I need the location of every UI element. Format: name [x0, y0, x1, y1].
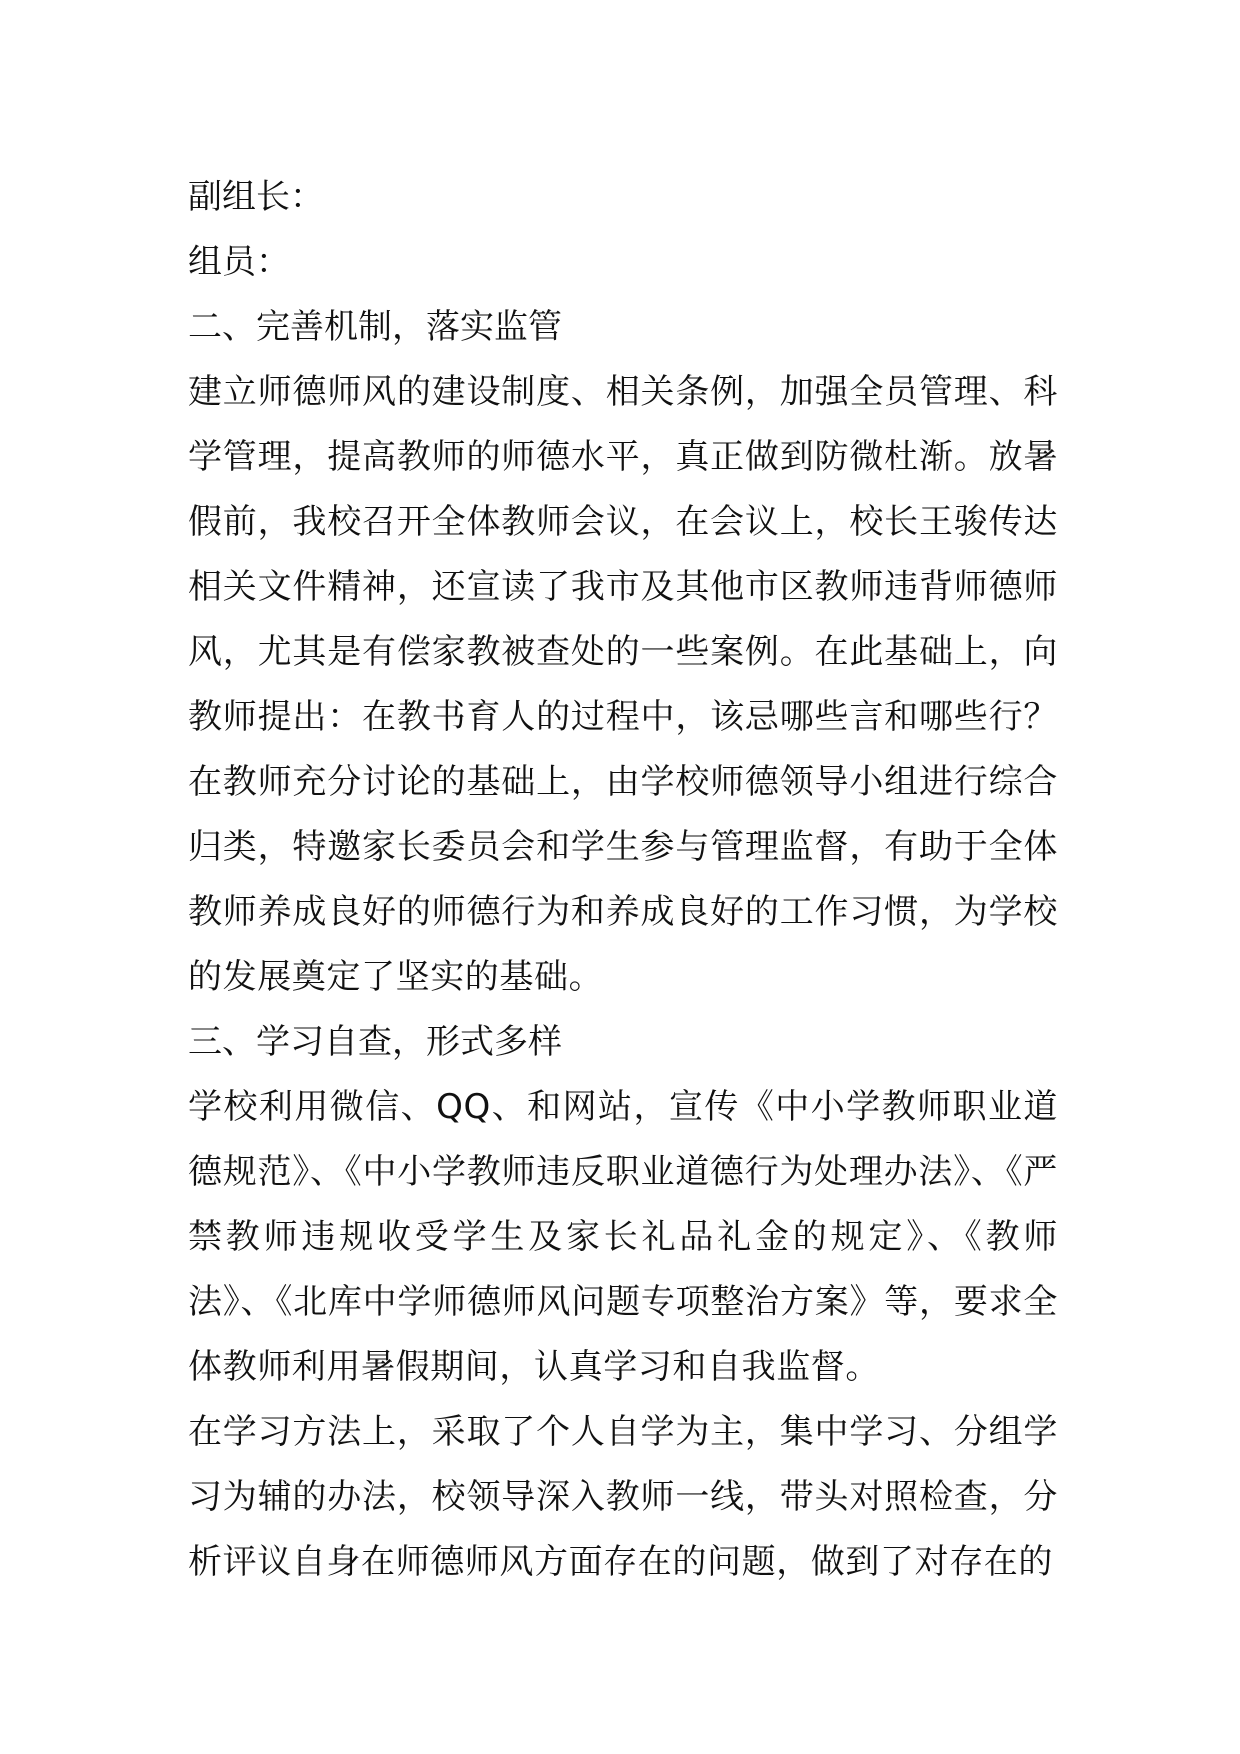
section-3-heading: 三、学习自查，形式多样 [188, 1022, 562, 1062]
section-2-heading: 二、完善机制，落实监管 [188, 307, 562, 347]
document-page [188, 165, 1058, 1595]
members-label: 组员： [188, 242, 290, 282]
deputy-leader-label: 副组长： [188, 177, 324, 217]
section-2-paragraph: 建立师德师风的建设制度、相关条例，加强全员管理、科学管理，提高教师的师德水平，真正做到防微杜渐。放暑假前，我校召开全体教师会议，在会议上，校长王骏传达相关文件精神，还宣读了我市及其他市区教师违背师德师风，尤其是有偿家教被查处的一些案例。在此基础上，向教师提出：在教书育人的过程中，该忌哪些言和哪些行？在教师充分讨论的基础上，由学校师德领导小组进行综合归类，特邀家长委员会和学生参与管理监督，有助于全体教师养成良好的师德行为和养成良好的工作习惯，为学校的发展奠定了坚实的基础。 [188, 372, 1058, 997]
section-3-paragraph-1: 学校利用微信、QQ、和网站，宣传《中小学教师职业道德规范》、《中小学教师违反职业道德行为处理办法》、《严禁教师违规收受学生及家长礼品礼金的规定》、《教师法》、《北库中学师德师风问题专项整治方案》等，要求全体教师利用暑假期间，认真学习和自我监督。 [188, 1087, 1058, 1387]
section-3-paragraph-2: 在学习方法上，采取了个人自学为主，集中学习、分组学习为辅的办法，校领导深入教师一线，带头对照检查，分析评议自身在师德师风方面存在的问题，做到了对存在的 [188, 1412, 1058, 1582]
